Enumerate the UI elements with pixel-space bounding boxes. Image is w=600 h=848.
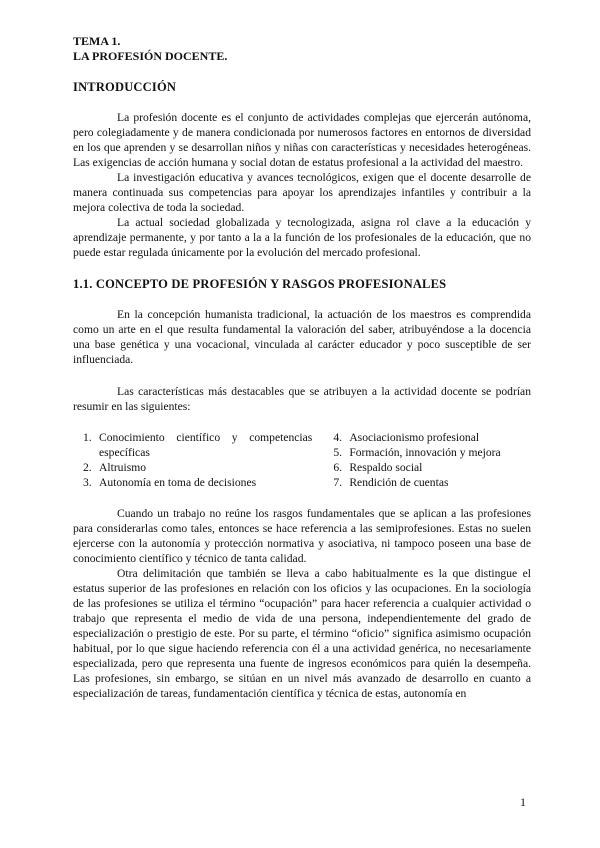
list-item: 1. Conocimiento científico y competencias específicas — [83, 431, 313, 459]
page-number: 1 — [520, 795, 526, 809]
section-paragraph-4: Otra delimitación que también se lleva a cabo habitualmente es la que distingue el estatus superior de las profesiones en relación con los oficios y las ocupaciones. En la sociología de las profesiones se utiliza el término “ocupación” para hacer referencia a cualquier actividad o trabajo que representa el medio de vida de una persona, independientemente del grado de especialización o prestigio de este. Por su parte, el término “oficio” significa asimismo ocupación habitual, por lo que sigue haciendo referencia con él a una actividad genérica, no necesariamente especializada, pero que representa una fuente de ingresos económicos para quién la desempeña. Las profesiones, sin embargo, se sitúan en un nivel más avanzado de desarrollo en cuanto a especialización de tareas, fundamentación científica y técnica de estas, autonomía en — [73, 567, 531, 700]
section-heading: 1.1. CONCEPTO DE PROFESIÓN Y RASGOS PROFESIONALES — [73, 277, 447, 291]
list-item: 6. Respaldo social — [333, 461, 423, 474]
characteristics-list — [73, 430, 531, 490]
intro-paragraph-1: La profesión docente es el conjunto de actividades complejas que ejercerán autónoma, pero colegiadamente y de manera condicionada por numerosos factores en entornos de diversidad en los que aprenden y se desarrollan niños y niñas con características y necesidades heterogéneas. Las exigencias de acción humana y social dotan de estatus profesional a la actividad del maestro. — [73, 111, 531, 169]
document-page — [73, 34, 531, 701]
section-paragraph-2: Las características más destacables que se atribuyen a la actividad docente se podrían resumir en las siguientes: — [73, 385, 531, 413]
list-item: 2. Altruismo — [83, 461, 147, 474]
intro-paragraph-2: La investigación educativa y avances tecnológicos, exigen que el docente desarrolle de manera continuada sus competencias para apoyar los aprendizajes infantiles y contribuir a la mejora colectiva de toda la sociedad. — [73, 171, 531, 214]
list-item: 5. Formación, innovación y mejora — [333, 446, 501, 459]
document-title: LA PROFESIÓN DOCENTE. — [73, 49, 228, 63]
intro-heading: INTRODUCCIÓN — [73, 80, 177, 94]
section-paragraph-1: En la concepción humanista tradicional, la actuación de los maestros es comprendida como un arte en el que resulta fundamental la valoración del saber, atribuyéndose a la docencia una base genética y una vocacional, vinculada al carácter educador y poco susceptible de ser influenciada. — [73, 308, 531, 366]
characteristics-list-left — [73, 430, 312, 490]
list-item: 7. Rendición de cuentas — [333, 476, 449, 489]
characteristics-list-right — [312, 430, 531, 490]
section-paragraph-3: Cuando un trabajo no reúne los rasgos fundamentales que se aplican a las profesiones para considerarlas como tales, entonces se hace referencia a las semiprofesiones. Estas no suelen ejercerse con la autonomía y protección normativa y asociativa, ni tampoco poseen una base de conocimiento científico y técnico de tanta calidad. — [73, 507, 531, 565]
intro-paragraph-3: La actual sociedad globalizada y tecnologizada, asigna rol clave a la educación y aprendizaje permanente, y por tanto a la a la función de los profesionales de la educación, que no puede estar regulada únicamente por la evolución del mercado profesional. — [73, 216, 531, 259]
list-item: 3. Autonomía en toma de decisiones — [83, 476, 257, 489]
list-item: 4. Asociacionismo profesional — [333, 431, 480, 444]
topic-number: TEMA 1. — [73, 34, 121, 48]
